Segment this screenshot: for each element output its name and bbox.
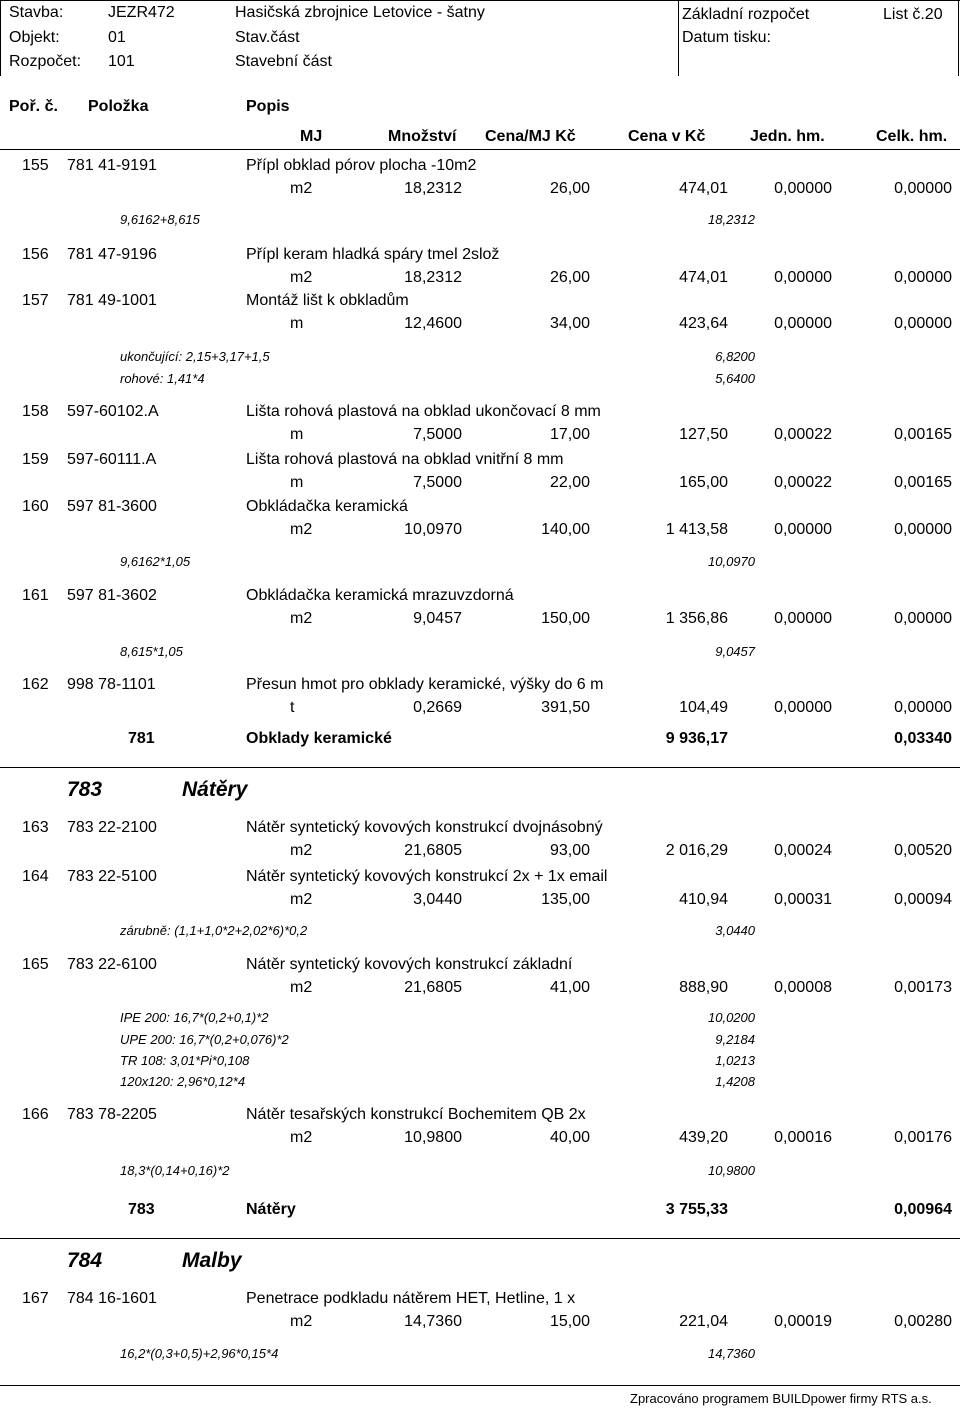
col-cena-mj: Cena/MJ Kč [485, 128, 576, 145]
item-price: 410,94 [679, 891, 728, 908]
item-unit-price: 34,00 [549, 315, 590, 332]
item-code: 597-60111.A [67, 451, 157, 468]
item-total-weight: 0,00165 [894, 474, 952, 491]
item-unit: m2 [290, 269, 313, 286]
item-total-weight: 0,00000 [894, 699, 952, 716]
calc-expression: 120x120: 2,96*0,12*4 [120, 1074, 246, 1089]
item-total-weight: 0,00176 [894, 1129, 952, 1146]
item-unit-weight: 0,00008 [774, 979, 832, 996]
item-quantity: 3,0440 [413, 891, 462, 908]
calc-expression: 16,2*(0,3+0,5)+2,96*0,15*4 [120, 1346, 279, 1361]
item-description: Nátěr syntetický kovových konstrukcí 2x + 1x email [246, 868, 608, 885]
item-unit-price: 26,00 [549, 180, 590, 197]
item-price: 1 356,86 [665, 610, 728, 627]
item-unit-price: 41,00 [549, 979, 590, 996]
header-top-border [0, 0, 960, 1]
subtotal-weight: 0,03340 [894, 730, 952, 747]
col-popis: Popis [246, 98, 290, 115]
header-divider [678, 0, 679, 76]
calc-value: 3,0440 [715, 923, 755, 938]
item-description: Nátěr syntetický kovových konstrukcí základní [246, 956, 573, 973]
item-unit-price: 140,00 [541, 521, 590, 538]
item-code: 781 41-9191 [67, 157, 157, 174]
calc-expression: 9,6162*1,05 [120, 554, 191, 569]
rozpocet-label: Rozpočet: [9, 53, 82, 70]
calc-expression: IPE 200: 16,7*(0,2+0,1)*2 [120, 1010, 269, 1025]
item-unit-price: 22,00 [549, 474, 590, 491]
item-unit-price: 40,00 [549, 1129, 590, 1146]
item-code: 781 49-1001 [67, 292, 157, 309]
item-code: 783 22-6100 [67, 956, 157, 973]
item-description: Přípl obklad pórov plocha -10m2 [246, 157, 477, 174]
calc-expression: zárubně: (1,1+1,0*2+2,02*6)*0,2 [120, 923, 308, 938]
item-number: 157 [22, 292, 49, 309]
section-code: 783 [67, 778, 103, 801]
calc-value: 6,8200 [715, 349, 755, 364]
col-cena: Cena v Kč [628, 128, 706, 145]
item-price: 104,49 [679, 699, 728, 716]
objekt-label: Objekt: [9, 29, 60, 46]
item-code: 597 81-3600 [67, 498, 157, 515]
item-unit-weight: 0,00000 [774, 269, 832, 286]
col-jedn-hm: Jedn. hm. [750, 128, 825, 145]
item-description: Lišta rohová plastová na obklad ukončovací 8 mm [246, 403, 601, 420]
item-description: Penetrace podkladu nátěrem HET, Hetline, 1 x [246, 1290, 576, 1307]
calc-value: 9,0457 [715, 644, 755, 659]
stavba-label: Stavba: [9, 4, 64, 21]
item-unit-weight: 0,00022 [774, 474, 832, 491]
item-price: 221,04 [679, 1313, 728, 1330]
objekt-code: 01 [108, 29, 126, 46]
item-unit-price: 150,00 [541, 610, 590, 627]
item-quantity: 18,2312 [404, 269, 462, 286]
item-price: 423,64 [679, 315, 728, 332]
item-number: 163 [22, 819, 49, 836]
col-celk-hm: Celk. hm. [876, 128, 948, 145]
calc-expression: UPE 200: 16,7*(0,2+0,076)*2 [120, 1032, 289, 1047]
item-unit: m2 [290, 979, 313, 996]
item-unit-weight: 0,00000 [774, 180, 832, 197]
calc-value: 9,2184 [715, 1032, 755, 1047]
rozpocet-name: Stavební část [235, 53, 332, 70]
footer-rule [0, 1385, 960, 1386]
item-number: 164 [22, 868, 49, 885]
section-rule [0, 1238, 960, 1239]
item-unit-price: 17,00 [549, 426, 590, 443]
item-description: Montáž lišt k obkladům [246, 292, 409, 309]
item-unit: m2 [290, 1313, 313, 1330]
item-unit-price: 26,00 [549, 269, 590, 286]
objekt-name: Stav.část [235, 29, 300, 46]
subtotal-price: 9 936,17 [665, 730, 728, 747]
section-code: 784 [67, 1249, 103, 1272]
subtotal-code: 781 [128, 730, 155, 747]
item-number: 165 [22, 956, 49, 973]
col-polozka: Položka [88, 98, 149, 115]
item-unit-price: 391,50 [541, 699, 590, 716]
item-quantity: 14,7360 [404, 1313, 462, 1330]
section-name: Malby [182, 1249, 242, 1272]
item-code: 998 78-1101 [67, 676, 156, 693]
col-mnozstvi: Množství [388, 128, 457, 145]
item-number: 161 [22, 587, 49, 604]
stavba-code: JEZR472 [108, 4, 175, 21]
item-total-weight: 0,00280 [894, 1313, 952, 1330]
item-unit-weight: 0,00000 [774, 699, 832, 716]
col-mj: MJ [300, 128, 323, 145]
item-quantity: 10,9800 [404, 1129, 462, 1146]
item-unit: m2 [290, 842, 313, 859]
footer-text: Zpracováno programem BUILDpower firmy RTS a.s. [630, 1391, 932, 1406]
calc-value: 1,4208 [715, 1074, 755, 1089]
calc-value: 18,2312 [708, 212, 755, 227]
item-quantity: 9,0457 [413, 610, 462, 627]
item-description: Nátěr syntetický kovových konstrukcí dvojnásobný [246, 819, 603, 836]
item-total-weight: 0,00173 [894, 979, 952, 996]
calc-expression: TR 108: 3,01*Pi*0,108 [120, 1053, 250, 1068]
subtotal-name: Nátěry [246, 1201, 296, 1218]
calc-value: 10,0200 [708, 1010, 755, 1025]
item-unit-weight: 0,00024 [774, 842, 832, 859]
item-unit-price: 135,00 [541, 891, 590, 908]
calc-value: 10,0970 [708, 554, 755, 569]
item-unit: m2 [290, 891, 313, 908]
item-quantity: 0,2669 [413, 699, 462, 716]
item-code: 784 16-1601 [67, 1290, 157, 1307]
item-description: Obkládačka keramická mrazuvzdorná [246, 587, 514, 604]
item-total-weight: 0,00000 [894, 610, 952, 627]
item-total-weight: 0,00000 [894, 315, 952, 332]
rozpocet-code: 101 [108, 53, 135, 70]
item-code: 597 81-3602 [67, 587, 157, 604]
section-name: Nátěry [182, 778, 248, 801]
item-price: 474,01 [679, 269, 728, 286]
item-unit-price: 93,00 [549, 842, 590, 859]
item-total-weight: 0,00520 [894, 842, 952, 859]
item-unit-weight: 0,00016 [774, 1129, 832, 1146]
header-left-border [0, 0, 1, 76]
item-quantity: 12,4600 [404, 315, 462, 332]
item-total-weight: 0,00000 [894, 180, 952, 197]
item-number: 159 [22, 451, 49, 468]
col-por: Poř. č. [9, 98, 58, 115]
subtotal-weight: 0,00964 [894, 1201, 952, 1218]
item-code: 783 78-2205 [67, 1106, 157, 1123]
item-quantity: 10,0970 [404, 521, 462, 538]
item-number: 156 [22, 246, 49, 263]
stavba-name: Hasičská zbrojnice Letovice - šatny [235, 4, 485, 21]
subtotal-price: 3 755,33 [665, 1201, 728, 1218]
item-code: 783 22-5100 [67, 868, 157, 885]
item-code: 781 47-9196 [67, 246, 157, 263]
header-right-border [958, 0, 959, 76]
item-price: 474,01 [679, 180, 728, 197]
item-unit: m2 [290, 521, 313, 538]
item-unit: t [290, 699, 295, 716]
item-unit-weight: 0,00000 [774, 610, 832, 627]
item-unit: m2 [290, 1129, 313, 1146]
item-unit-weight: 0,00000 [774, 521, 832, 538]
calc-expression: ukončující: 2,15+3,17+1,5 [120, 349, 270, 364]
item-unit: m [290, 315, 304, 332]
item-unit-weight: 0,00000 [774, 315, 832, 332]
item-unit-weight: 0,00022 [774, 426, 832, 443]
item-quantity: 21,6805 [404, 842, 462, 859]
calc-expression: 9,6162+8,615 [120, 212, 200, 227]
item-price: 1 413,58 [665, 521, 728, 538]
item-unit: m [290, 474, 304, 491]
calc-expression: 8,615*1,05 [120, 644, 183, 659]
item-number: 167 [22, 1290, 49, 1307]
calc-value: 14,7360 [708, 1346, 755, 1361]
item-quantity: 18,2312 [404, 180, 462, 197]
item-description: Obkládačka keramická [246, 498, 408, 515]
item-description: Přípl keram hladká spáry tmel 2slož [246, 246, 500, 263]
sheet-number: List č.20 [883, 6, 943, 23]
calc-value: 10,9800 [708, 1163, 755, 1178]
item-price: 127,50 [679, 426, 728, 443]
item-total-weight: 0,00000 [894, 269, 952, 286]
calc-expression: 18,3*(0,14+0,16)*2 [120, 1163, 230, 1178]
item-unit: m2 [290, 610, 313, 627]
item-unit-price: 15,00 [549, 1313, 590, 1330]
item-total-weight: 0,00094 [894, 891, 952, 908]
item-description: Nátěr tesařských konstrukcí Bochemitem QB 2x [246, 1106, 586, 1123]
item-price: 165,00 [679, 474, 728, 491]
item-description: Lišta rohová plastová na obklad vnitřní 8 mm [246, 451, 564, 468]
calc-value: 1,0213 [715, 1053, 755, 1068]
item-unit-weight: 0,00019 [774, 1313, 832, 1330]
item-unit: m2 [290, 180, 313, 197]
column-header-rule [0, 149, 960, 150]
item-code: 783 22-2100 [67, 819, 157, 836]
subtotal-code: 783 [128, 1201, 155, 1218]
item-number: 162 [22, 676, 49, 693]
item-unit-weight: 0,00031 [774, 891, 832, 908]
item-code: 597-60102.A [67, 403, 159, 420]
item-quantity: 7,5000 [413, 426, 462, 443]
calc-expression: rohové: 1,41*4 [120, 371, 205, 386]
section-rule [0, 767, 960, 768]
item-price: 2 016,29 [665, 842, 728, 859]
item-total-weight: 0,00000 [894, 521, 952, 538]
item-price: 888,90 [679, 979, 728, 996]
item-total-weight: 0,00165 [894, 426, 952, 443]
doc-type: Základní rozpočet [682, 6, 810, 23]
print-date-label: Datum tisku: [682, 29, 771, 46]
item-number: 158 [22, 403, 49, 420]
item-description: Přesun hmot pro obklady keramické, výšky do 6 m [246, 676, 604, 693]
item-quantity: 7,5000 [413, 474, 462, 491]
item-unit: m [290, 426, 304, 443]
item-number: 155 [22, 157, 49, 174]
item-quantity: 21,6805 [404, 979, 462, 996]
subtotal-name: Obklady keramické [246, 730, 392, 747]
item-price: 439,20 [679, 1129, 728, 1146]
item-number: 160 [22, 498, 49, 515]
calc-value: 5,6400 [715, 371, 755, 386]
item-number: 166 [22, 1106, 49, 1123]
